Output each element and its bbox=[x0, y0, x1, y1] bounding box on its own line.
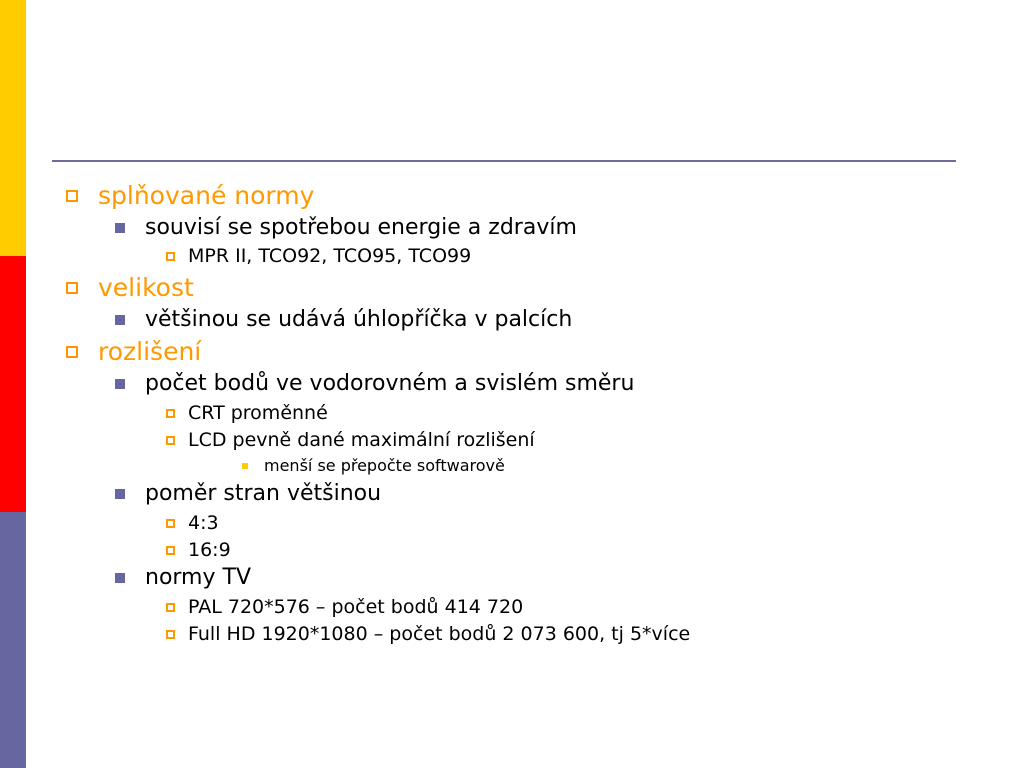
bullet-text: velikost bbox=[98, 273, 194, 302]
bullet-text: Full HD 1920*1080 – počet bodů 2 073 600, tj 5*více bbox=[188, 623, 691, 645]
bullet-item bbox=[242, 456, 505, 475]
bullet-item bbox=[115, 481, 381, 506]
bullet-item bbox=[166, 429, 535, 451]
small-filled-square-bullet-icon bbox=[242, 463, 248, 469]
bullet-item bbox=[115, 215, 577, 240]
filled-square-bullet-icon bbox=[115, 315, 125, 325]
bullet-text: poměr stran většinou bbox=[145, 481, 382, 506]
hollow-square-bullet-icon bbox=[166, 630, 175, 639]
filled-square-bullet-icon bbox=[115, 379, 125, 389]
bullet-item bbox=[166, 539, 231, 561]
bullet-text: CRT proměnné bbox=[188, 402, 328, 424]
bullet-text: splňované normy bbox=[98, 181, 315, 210]
bullet-item bbox=[166, 596, 523, 618]
bullet-item bbox=[115, 307, 572, 332]
hollow-square-bullet-icon bbox=[166, 546, 175, 555]
hollow-square-bullet-icon bbox=[166, 252, 175, 261]
bullet-text: menší se přepočte softwarově bbox=[264, 456, 505, 475]
bullet-text: 16:9 bbox=[188, 539, 231, 561]
hollow-square-bullet-icon bbox=[166, 603, 175, 612]
bullet-item bbox=[115, 371, 634, 396]
bullet-item bbox=[115, 565, 251, 590]
bullet-text: normy TV bbox=[145, 565, 251, 590]
bullet-item bbox=[66, 337, 201, 366]
bullet-item bbox=[166, 512, 219, 534]
filled-square-bullet-icon bbox=[115, 573, 125, 583]
bullet-item bbox=[66, 181, 314, 210]
bullet-text: souvisí se spotřebou energie a zdravím bbox=[145, 215, 577, 240]
bullet-item bbox=[166, 623, 690, 645]
bullet-text: LCD pevně dané maximální rozlišení bbox=[188, 429, 535, 451]
bullet-text: rozlišení bbox=[98, 337, 202, 366]
bullet-text: 4:3 bbox=[188, 512, 219, 534]
filled-square-bullet-icon bbox=[115, 223, 125, 233]
filled-square-bullet-icon bbox=[115, 489, 125, 499]
bullet-item bbox=[166, 402, 328, 424]
bullet-text: MPR II, TCO92, TCO95, TCO99 bbox=[188, 245, 472, 267]
hollow-square-bullet-icon bbox=[66, 346, 78, 358]
bullet-text: počet bodů ve vodorovném a svislém směru bbox=[145, 371, 635, 396]
hollow-square-bullet-icon bbox=[166, 436, 175, 445]
hollow-square-bullet-icon bbox=[66, 282, 78, 294]
bullet-text: většinou se udává úhlopříčka v palcích bbox=[145, 307, 573, 332]
bullet-text: PAL 720*576 – počet bodů 414 720 bbox=[188, 596, 524, 618]
hollow-square-bullet-icon bbox=[166, 409, 175, 418]
hollow-square-bullet-icon bbox=[166, 519, 175, 528]
bullet-item bbox=[66, 273, 194, 302]
hollow-square-bullet-icon bbox=[66, 190, 78, 202]
bullet-item bbox=[166, 245, 471, 267]
